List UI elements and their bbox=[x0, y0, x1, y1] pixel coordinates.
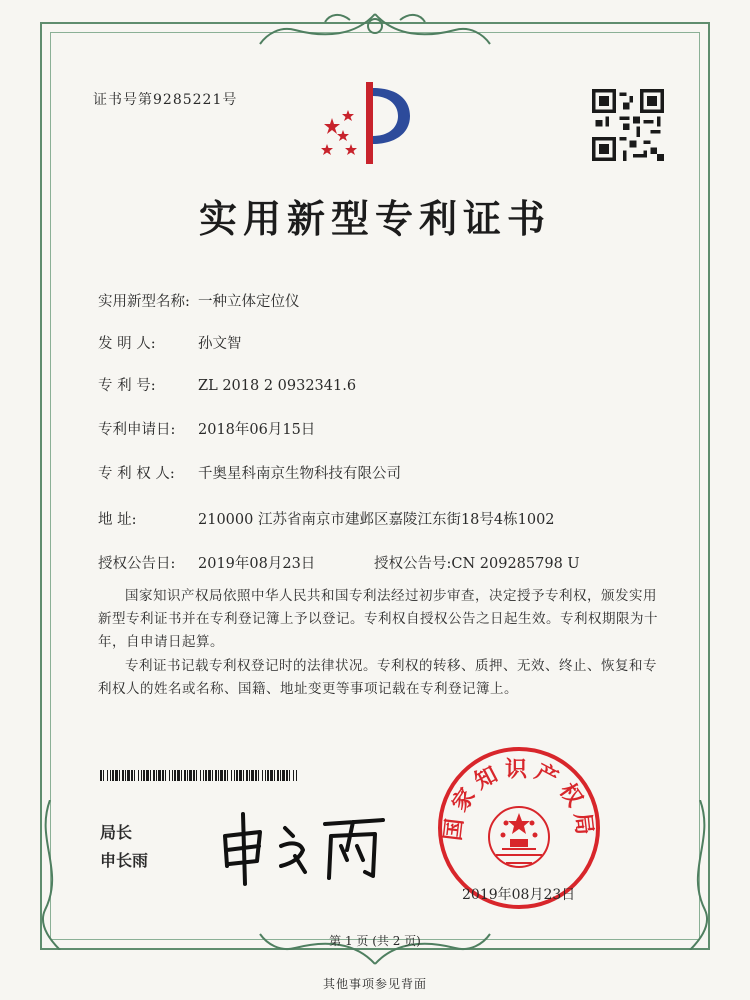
field-value: 一种立体定位仪 bbox=[198, 294, 300, 310]
seal-text: 国家知识产权局 bbox=[440, 757, 598, 843]
left-ornament bbox=[30, 800, 70, 950]
field-value: 千奥星科南京生物科技有限公司 bbox=[198, 466, 401, 482]
field-label: 实用新型名称: bbox=[98, 294, 190, 310]
cnipa-logo-icon bbox=[318, 78, 413, 168]
field-inventor bbox=[98, 332, 242, 353]
field-patentee bbox=[98, 462, 401, 483]
paragraph-legal-status: 专利证书记载专利权登记时的法律状况。专利权的转移、质押、无效、终止、恢复和专利权人的姓名或名称、国籍、地址变更等事项记载在专利登记簿上。 bbox=[98, 658, 657, 697]
field-label: 专 利 权 人: bbox=[98, 466, 175, 482]
signatory-title: 局长 bbox=[100, 823, 133, 842]
field-value: 2018年06月15日 bbox=[198, 422, 316, 438]
paragraph-grant-statement: 国家知识产权局依照中华人民共和国专利法经过初步审查，决定授予专利权，颁发实用新型专利证书并在专利登记簿上予以登记。专利权自授权公告之日起生效。专利权期限为十年，自申请日起算。 bbox=[98, 588, 658, 650]
seal-date: 2019年08月23日 bbox=[462, 887, 576, 903]
inner-border bbox=[50, 32, 700, 940]
field-label: 专 利 号: bbox=[98, 378, 156, 394]
field-application-date bbox=[98, 418, 315, 439]
certificate-number: 证书号第9285221号 bbox=[93, 92, 238, 108]
field-utility-model-name bbox=[98, 290, 300, 311]
field-patent-number bbox=[98, 374, 356, 395]
field-value: 210000 江苏省南京市建邺区嘉陵江东街18号4栋1002 bbox=[198, 512, 555, 528]
field-value: 2019年08月23日 bbox=[198, 556, 316, 572]
field-value: 孙文智 bbox=[198, 336, 242, 352]
page-number: 第 1 页 (共 2 页) bbox=[329, 934, 421, 948]
field-value: CN 209285798 U bbox=[451, 556, 580, 572]
field-value: ZL 2018 2 0932341.6 bbox=[198, 378, 357, 394]
certificate-title: 实用新型专利证书 bbox=[198, 196, 551, 241]
qr-code-icon bbox=[592, 89, 664, 161]
field-address bbox=[98, 508, 555, 529]
field-label: 专利申请日: bbox=[98, 422, 176, 438]
back-page-note: 其他事项参见背面 bbox=[322, 977, 427, 991]
signature-icon bbox=[215, 806, 390, 886]
field-label: 授权公告号: bbox=[374, 556, 452, 572]
field-label: 发 明 人: bbox=[98, 336, 156, 352]
signatory-name: 申长雨 bbox=[100, 851, 149, 870]
field-grant-date bbox=[98, 552, 315, 573]
field-label: 授权公告日: bbox=[98, 556, 176, 572]
barcode-icon bbox=[100, 770, 300, 781]
right-ornament bbox=[680, 800, 720, 950]
field-grant-number bbox=[374, 552, 580, 573]
field-label: 地 址: bbox=[98, 512, 137, 528]
top-ornament bbox=[255, 8, 495, 50]
